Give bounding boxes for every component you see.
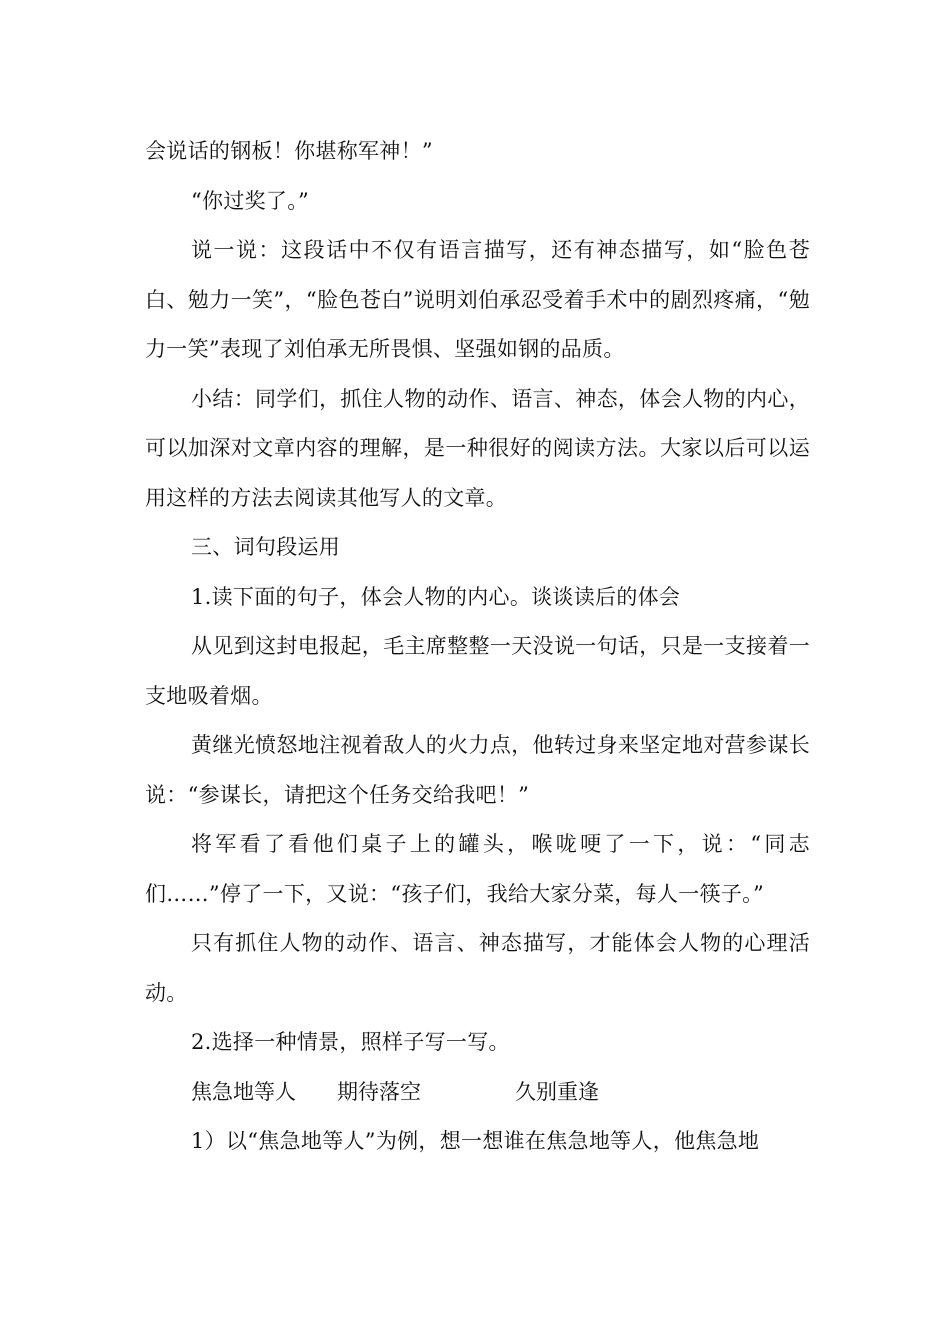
- paragraph-continuation: 会说话的钢板！你堪称军神！”: [145, 139, 433, 163]
- section-heading: 三、词句段运用: [191, 535, 341, 559]
- exercise-2-heading: 2.选择一种情景，照样子写一写。: [191, 1030, 510, 1054]
- example-sentence-1: 从见到这封电报起，毛主席整整一天没说一句话，只是一支接着一支地吸着烟。: [145, 634, 810, 708]
- paragraph-summary: 小结：同学们，抓住人物的动作、语言、神态，体会人物的内心，可以加深对文章内容的理解，是一种很好的阅读方法。大家以后可以运用这样的方法去阅读其他写人的文章。: [145, 386, 810, 510]
- example-sentence-2: 黄继光愤怒地注视着敌人的火力点，他转过身来坚定地对营参谋长说：“参谋长，请把这个任务交给我吧！”: [145, 733, 810, 807]
- example-sentence-3: 将军看了看他们桌子上的罐头，喉咙哽了一下，说：“同志们……”停了一下，又说：“孩子们，我给大家分菜，每人一筷子。”: [145, 832, 810, 906]
- paragraph-conclusion: 只有抓住人物的动作、语言、神态描写，才能体会人物的心理活动。: [145, 931, 810, 1005]
- scenario-option: 焦急地等人: [191, 1079, 296, 1104]
- exercise-1-heading: 1.读下面的句子，体会人物的内心。谈谈读后的体会: [191, 584, 681, 609]
- scenario-options: [145, 1068, 810, 1118]
- exercise-2-prompt: 1）以“焦急地等人”为例，想一想谁在焦急地等人，他焦急地: [191, 1129, 760, 1153]
- scenario-option: 久别重逢: [515, 1079, 599, 1104]
- paragraph-reply: “你过奖了。”: [191, 188, 310, 213]
- scenario-option: 期待落空: [337, 1079, 421, 1104]
- paragraph-discussion: 说一说：这段话中不仅有语言描写，还有神态描写，如“脸色苍白、勉力一笑”，“脸色苍白”说明刘伯承忍受着手术中的剧烈疼痛，“勉力一笑”表现了刘伯承无所畏惧、坚强如钢的品质。: [145, 238, 810, 361]
- document-body: [145, 127, 810, 1167]
